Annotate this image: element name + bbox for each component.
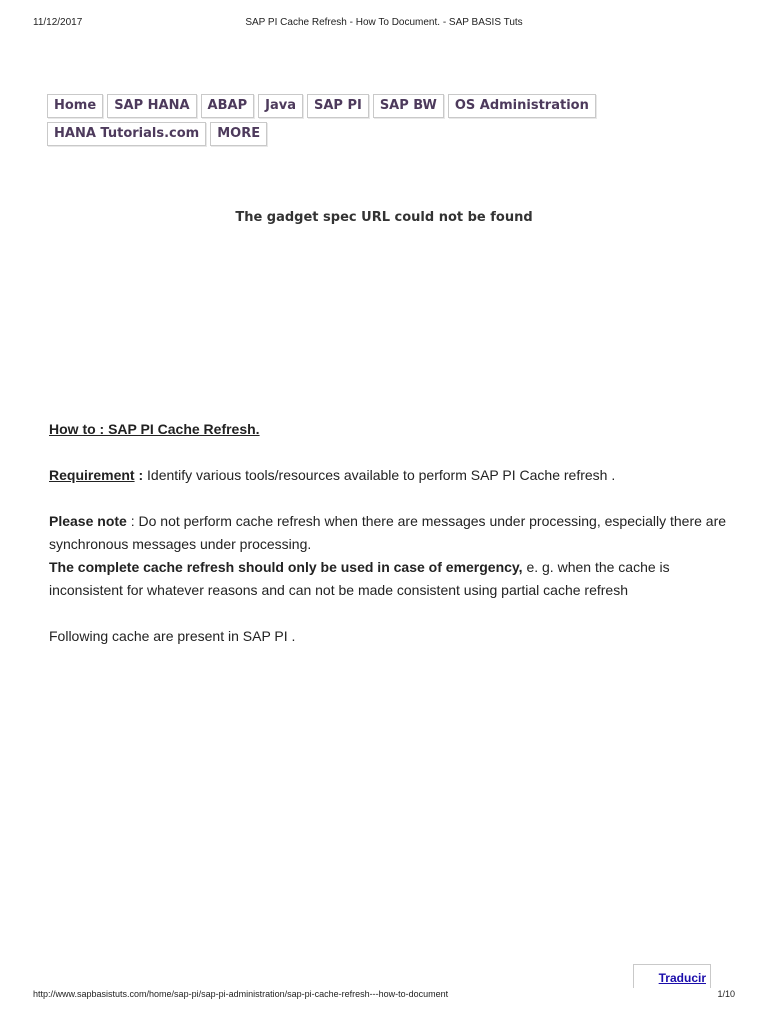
emergency-bold-text: The complete cache refresh should only be used in case of emergency,: [49, 559, 523, 575]
article-heading: How to : SAP PI Cache Refresh.: [49, 421, 260, 437]
print-title: SAP PI Cache Refresh - How To Document. - SAP BASIS Tuts: [245, 17, 523, 28]
emergency-text: e. g. when the cache is inconsistent for whatever reasons and can not be made consistent using partial cache refresh: [49, 559, 670, 598]
print-header: [33, 17, 735, 31]
nav-tab-os-administration[interactable]: OS Administration: [448, 94, 596, 118]
requirement-paragraph: [49, 464, 729, 487]
print-date: 11/12/2017: [33, 17, 83, 28]
print-url: http://www.sapbasistuts.com/home/sap-pi/sap-pi-administration/sap-pi-cache-refresh---how-to-document: [33, 989, 449, 999]
nav-tab-home[interactable]: Home: [47, 94, 103, 118]
please-note-label: Please note: [49, 513, 127, 529]
please-note-paragraph: [49, 510, 729, 556]
emergency-paragraph: [49, 556, 729, 602]
nav-tab-more[interactable]: MORE: [210, 122, 267, 146]
requirement-label: Requirement: [49, 467, 135, 483]
nav-tab-sap-hana[interactable]: SAP HANA: [107, 94, 196, 118]
nav-tab-hana-tutorials[interactable]: HANA Tutorials.com: [47, 122, 206, 146]
nav-tab-abap[interactable]: ABAP: [201, 94, 255, 118]
gadget-error-message: The gadget spec URL could not be found: [235, 210, 533, 225]
translate-widget: [633, 964, 711, 988]
please-note-text: : Do not perform cache refresh when there are messages under processing, especially there are synchronous messages under processing.: [49, 513, 727, 552]
nav-tab-sap-bw[interactable]: SAP BW: [373, 94, 444, 118]
article-body: [49, 418, 729, 648]
nav-tab-sap-pi[interactable]: SAP PI: [307, 94, 369, 118]
nav-row-2: [47, 122, 647, 146]
requirement-colon: :: [134, 467, 144, 483]
nav-row-1: [47, 94, 647, 118]
nav-menu: [47, 94, 647, 150]
requirement-text: Identify various tools/resources available to perform SAP PI Cache refresh .: [143, 467, 616, 483]
print-footer: [33, 989, 735, 1003]
nav-tab-java[interactable]: Java: [258, 94, 303, 118]
page-number: 1/10: [717, 989, 735, 999]
following-cache-paragraph: Following cache are present in SAP PI .: [49, 628, 296, 644]
translate-link[interactable]: Traducir: [658, 971, 706, 985]
